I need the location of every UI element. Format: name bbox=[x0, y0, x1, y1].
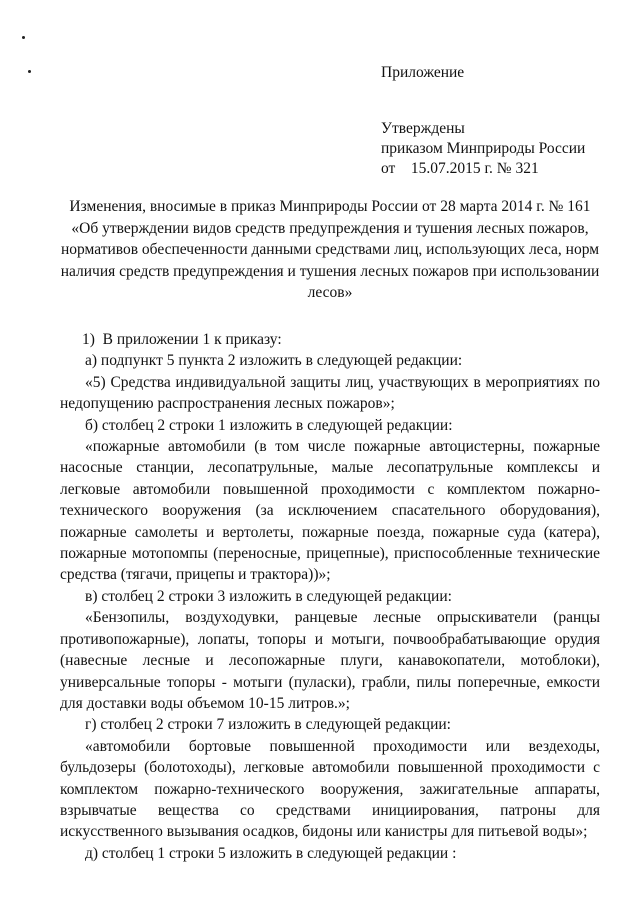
approved-label: Утверждены bbox=[381, 120, 465, 137]
order-issuer: приказом Минприроды России bbox=[381, 140, 586, 157]
scan-speck bbox=[22, 36, 25, 39]
approval-block bbox=[381, 63, 585, 179]
paragraph: «5) Средства индивидуальной защиты лиц, участвующих в мероприятиях по недопущению распространения лесных пожаров»; bbox=[60, 373, 600, 413]
scan-speck bbox=[28, 70, 31, 73]
paragraph: в) столбец 2 строки 3 изложить в следующей редакции: bbox=[85, 587, 452, 605]
paragraph: д) столбец 1 строки 5 изложить в следующей редакции : bbox=[85, 844, 457, 862]
paragraph: 1) В приложении 1 к приказу: bbox=[82, 331, 282, 348]
document-body bbox=[60, 329, 600, 864]
paragraph: б) столбец 2 строки 1 изложить в следующей редакции: bbox=[85, 416, 453, 434]
paragraph: г) столбец 2 строки 7 изложить в следующей редакции: bbox=[85, 716, 451, 734]
document-title: Изменения, вносимые в приказ Минприроды России от 28 марта 2014 г. № 161 «Об утверждении видов средств предупреждения и тушения лесных пожаров, нормативов обеспеченности данными средствами лиц, использующих леса, норм наличия средств предупреждения и тушения лесных пожаров при использовании лесов» bbox=[60, 198, 604, 301]
order-date: от 15.07.2015 г. № 321 bbox=[381, 160, 539, 177]
paragraph: а) подпункт 5 пункта 2 изложить в следующей редакции: bbox=[85, 352, 463, 370]
paragraph: «Бензопилы, воздуходувки, ранцевые лесные опрыскиватели (ранцы противопожарные), лопаты, топоры и мотыги, почвообрабатывающие орудия (навесные лесные и лесопожарные плуги, канавокопатели, мотоблоки), универсальные топоры - мотыги (пуласки), грабли, пилы поперечные, емкости для доставки воды объемом 10-15 литров.»; bbox=[60, 609, 600, 712]
paragraph: «автомобили бортовые повышенной проходимости или вездеходы, бульдозеры (болотоходы), легковые автомобили повышенной проходимости с комплектом пожарно-технического вооружения, зажигательные аппараты, взрывчатые вещества со средствами инициирования, патроны для искусственного вызывания осадков, бидоны или канистры для питьевой воды»; bbox=[60, 737, 600, 841]
appendix-label: Приложение bbox=[381, 64, 465, 81]
paragraph: «пожарные автомобили (в том числе пожарные автоцистерны, пожарные насосные станции, лесопатрульные, малые лесопатрульные комплексы и легковые автомобили повышенной проходимости с комплектом пожарно-технического вооружения (за исключением спасательного оборудования), пожарные самолеты и вертолеты, пожарные поезда, пожарные суда (катера), пожарные мотопомпы (переносные, прицепные), приспособленные технические средства (тягачи, прицепы и трактора))»; bbox=[60, 438, 600, 584]
